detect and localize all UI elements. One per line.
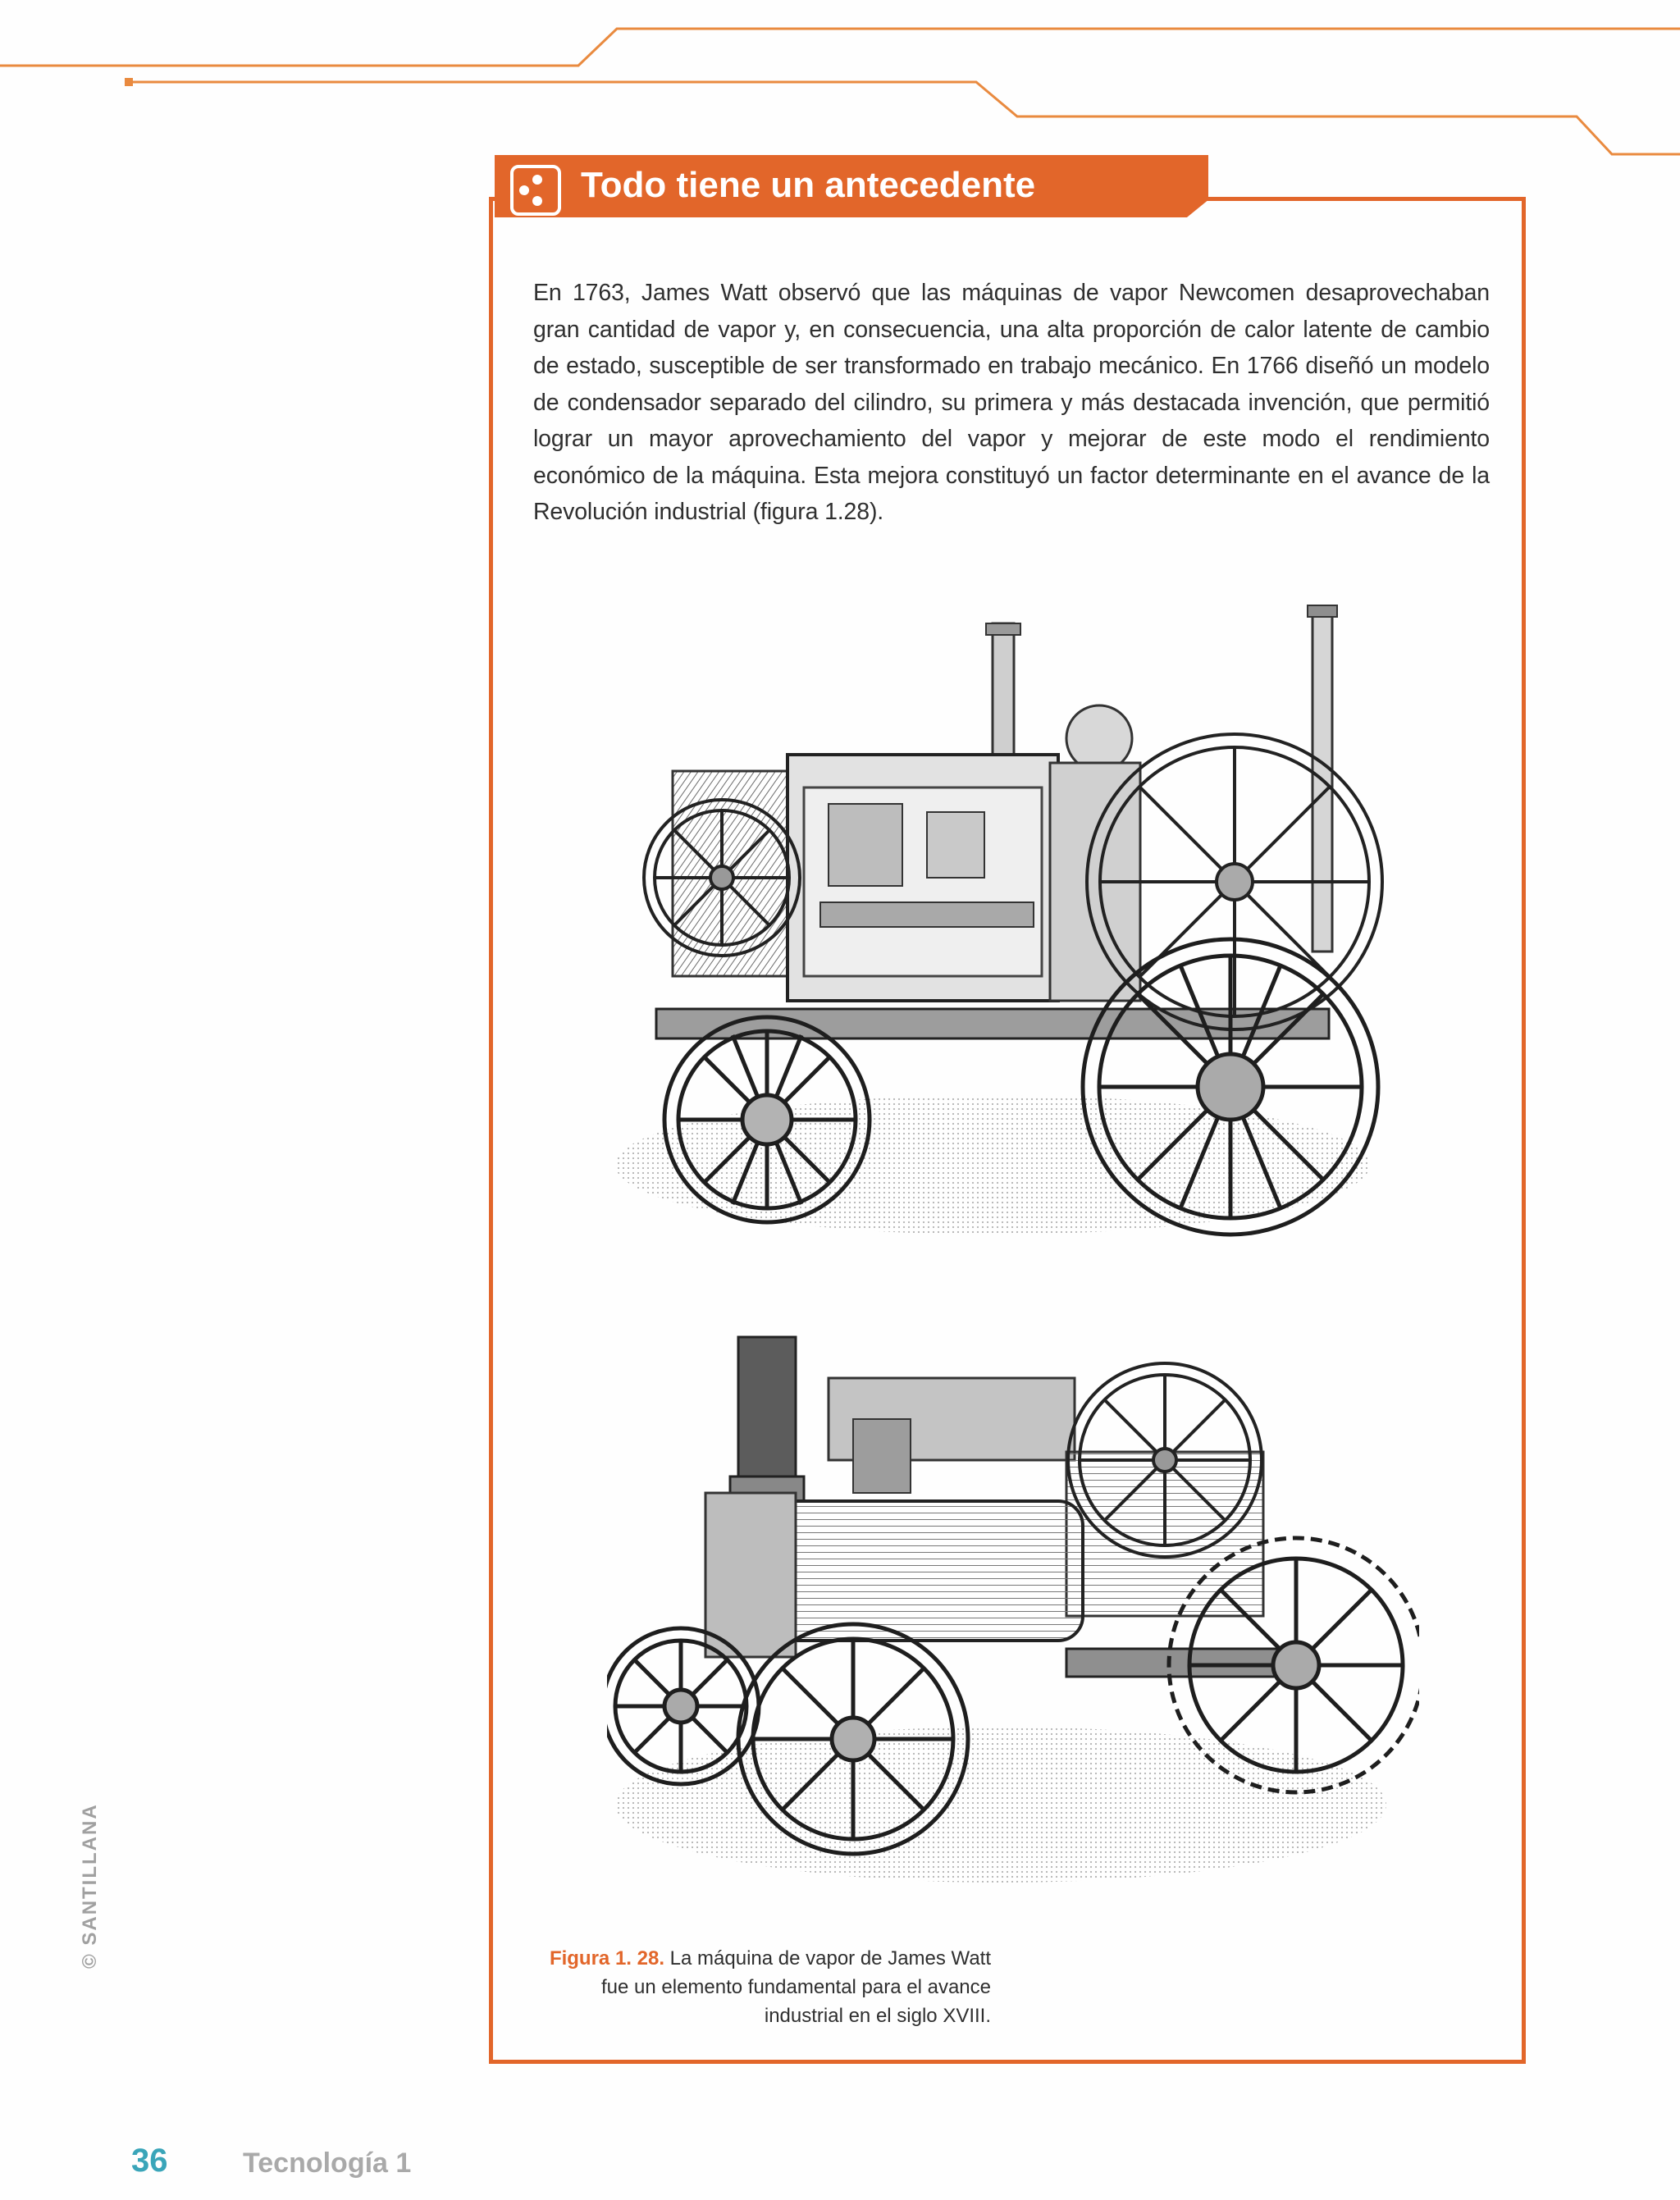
intro-paragraph: En 1763, James Watt observó que las máquinas de vapor Newcomen desaprovechaban gran cantidad de vapor y, en consecuencia, una alta proporción de calor latente de cambio de estado, susceptible de ser transformado en trabajo mecánico. En 1766 diseñó un modelo de condensador separado del cilindro, su primera y más destacada invención, que permitió lograr un mayor aprovechamiento del vapor y mejorar de este modo el rendimiento económico de la máquina. Esta mejora constituyó un factor determinante en el avance de la Revolución industrial (figura 1.28). [533, 280, 1490, 525]
header-decoration-lines [0, 0, 1680, 164]
page-number: 36 [131, 2143, 168, 2179]
steam-tractor-illustration [607, 591, 1411, 1263]
book-title: Tecnología 1 [243, 2148, 412, 2179]
dice-icon [510, 165, 561, 216]
figure-label: Figura 1. 28. [549, 1947, 664, 1970]
figure-caption [525, 1944, 991, 2030]
publisher-credit: © SANTILLANA [79, 1803, 101, 1969]
figure-caption-text: La máquina de vapor de James Watt fue un elemento fundamental para el avance industrial en el siglo XVIII. [601, 1947, 991, 2027]
feature-title: Todo tiene un antecedente [581, 165, 1036, 205]
steam-traction-engine-illustration [607, 1329, 1419, 1887]
